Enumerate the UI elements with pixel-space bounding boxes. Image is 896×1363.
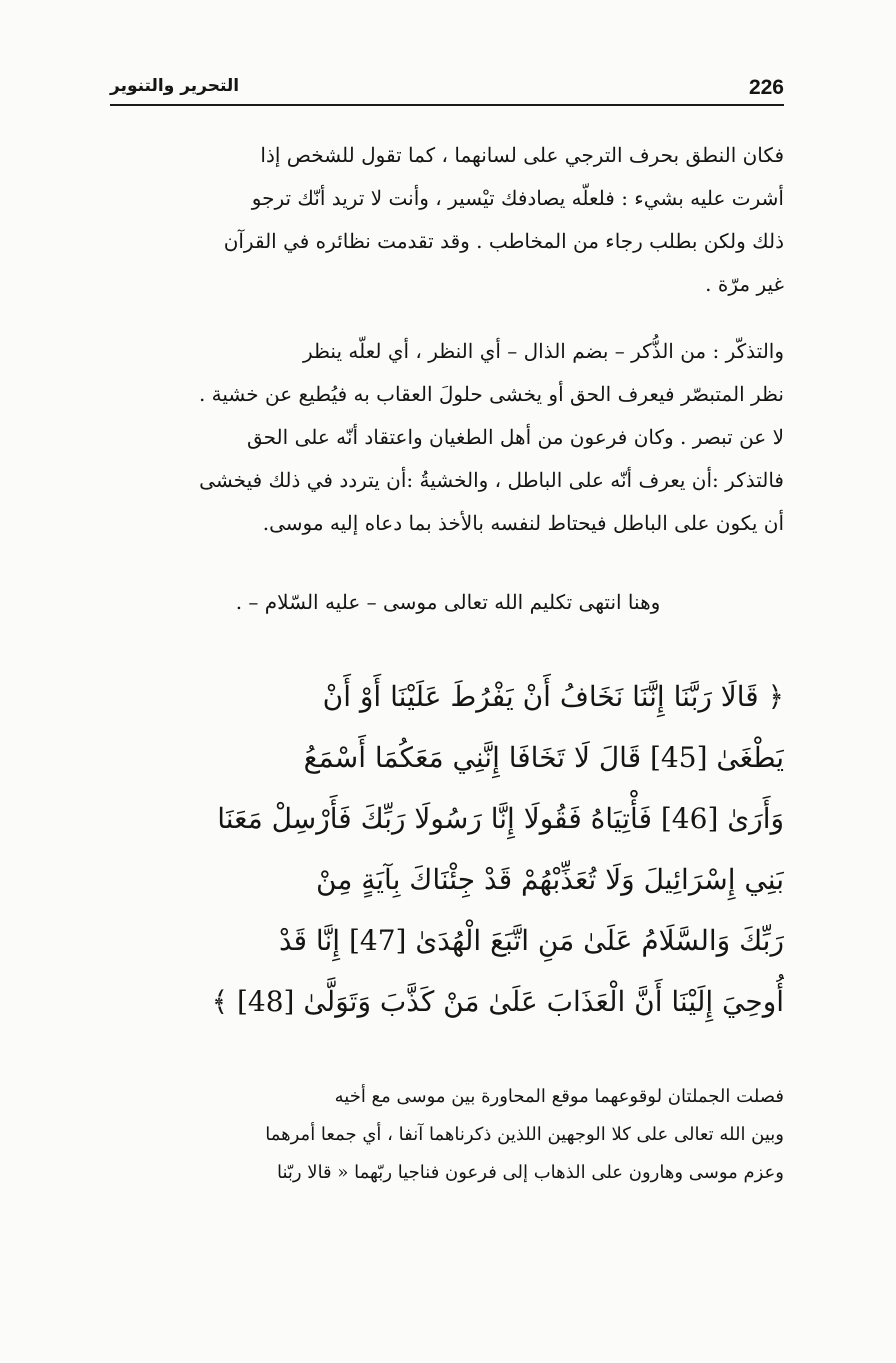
text-line: ذلك ولكن بطلب رجاء من المخاطب . وقد تقدمت نظائره في القرآن xyxy=(223,229,784,253)
paragraph-1 xyxy=(112,134,784,306)
running-title: التحرير والتنوير xyxy=(110,76,240,96)
text-line: فالتذكر :أن يعرف أنّه على الباطل ، والخشيةُ :أن يتردد في ذلك فيخشى xyxy=(199,468,784,492)
verse-line: وَأَرَىٰ [46] فَأْتِيَاهُ فَقُولَا إِنَّا رَسُولَا رَبِّكَ فَأَرْسِلْ مَعَنَا xyxy=(217,802,784,835)
quran-verse-block xyxy=(112,666,784,1032)
text-line: غير مرّة . xyxy=(705,272,784,296)
page-number: 226 xyxy=(748,76,784,99)
text-line: فكان النطق بحرف الترجي على لسانهما ، كما تقول للشخص إذا xyxy=(260,143,784,167)
text-line: لا عن تبصر . وكان فرعون من أهل الطغيان واعتقاد أنّه على الحق xyxy=(246,425,784,449)
verse-line: أُوحِيَ إِلَيْنَا أَنَّ الْعَذَابَ عَلَىٰ مَنْ كَذَّبَ وَتَوَلَّىٰ [48] ﴾ xyxy=(211,985,784,1018)
text-line: وعزم موسى وهارون على الذهاب إلى فرعون فناجيا ربّهما « قالا ربّنا xyxy=(276,1162,784,1183)
text-line: نظر المتبصّر فيعرف الحق أو يخشى حلولَ العقاب به فيُطيع عن خشية . xyxy=(198,382,784,406)
text-line: فصلت الجملتان لوقوعهما موقع المحاورة بين موسى مع أخيه xyxy=(334,1086,784,1107)
text-line: والتذكّر : من الذُّكر – بضم الذال – أي النظر ، أي لعلّه ينظر xyxy=(302,339,784,363)
text-line: أن يكون على الباطل فيحتاط لنفسه بالأخذ بما دعاه إليه موسى. xyxy=(262,511,784,535)
page-header xyxy=(110,72,784,106)
text-line: أشرت عليه بشيء : فلعلّه يصادفك تيْسير ، وأنت لا تريد أنّك ترجو xyxy=(251,186,784,210)
text-line: وبين الله تعالى على كلا الوجهين اللذين ذكرناهما آنفا ، أي جمعا أمرهما xyxy=(265,1124,784,1145)
verse-line: رَبِّكَ وَالسَّلَامُ عَلَىٰ مَنِ اتَّبَعَ الْهُدَىٰ [47] إِنَّا قَدْ xyxy=(278,924,784,957)
paragraph-4 xyxy=(112,1078,784,1192)
verse-line: ﴿ قَالَا رَبَّنَا إِنَّنَا نَخَافُ أَنْ يَفْرُطَ عَلَيْنَا أَوْ أَنْ xyxy=(322,680,784,713)
text-line: وهنا انتهى تكليم الله تعالى موسى – عليه السّلام – . xyxy=(235,590,661,614)
verse-line: يَطْغَىٰ [45] قَالَ لَا تَخَافَا إِنَّنِي مَعَكُمَا أَسْمَعُ xyxy=(303,741,784,774)
verse-line: بَنِي إِسْرَائِيلَ وَلَا تُعَذِّبْهُمْ قَدْ جِئْنَاكَ بِآيَةٍ مِنْ xyxy=(316,863,784,896)
paragraph-3 xyxy=(112,582,784,622)
paragraph-2 xyxy=(112,330,784,545)
